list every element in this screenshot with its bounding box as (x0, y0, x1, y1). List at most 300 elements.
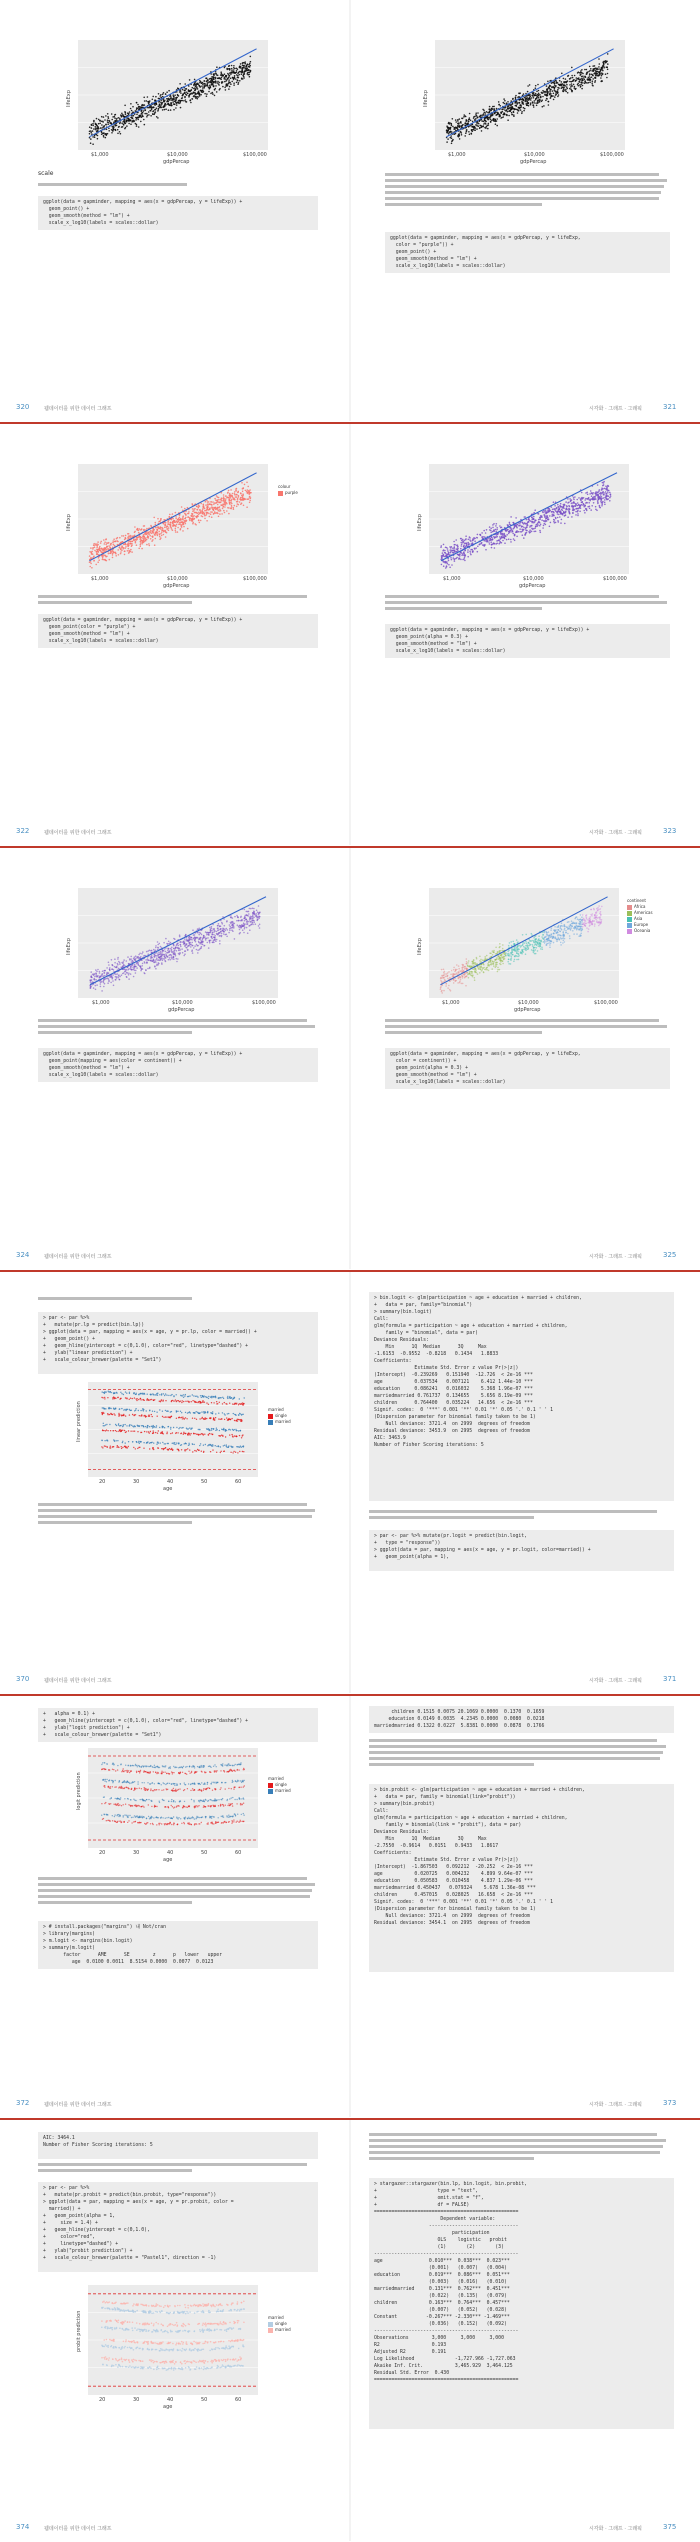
data-point (561, 519, 563, 521)
data-point (162, 949, 164, 951)
data-point (173, 520, 175, 522)
book-spread (0, 848, 700, 1269)
data-point (534, 527, 536, 529)
data-point (555, 94, 557, 96)
data-point (566, 81, 568, 83)
data-point (119, 131, 121, 133)
page-number: 325 (663, 1251, 677, 1259)
data-point (90, 138, 92, 140)
data-point (98, 119, 100, 121)
data-point (130, 117, 132, 119)
data-point (209, 78, 211, 80)
data-point (107, 119, 109, 121)
data-point (152, 99, 154, 101)
data-point (178, 103, 180, 105)
data-point (207, 505, 209, 507)
data-point (472, 131, 474, 133)
data-point (161, 535, 163, 537)
data-point (179, 952, 181, 954)
data-point (168, 109, 170, 111)
data-point (214, 937, 216, 939)
data-point (159, 956, 161, 958)
data-point (196, 96, 198, 98)
data-point (213, 934, 215, 936)
data-point (92, 553, 94, 555)
data-point (577, 72, 579, 74)
data-point (237, 75, 239, 77)
data-point (602, 65, 604, 67)
data-point (218, 77, 220, 79)
data-point (603, 492, 605, 494)
data-point (233, 65, 235, 67)
data-point (256, 920, 258, 922)
data-point (546, 85, 548, 87)
data-point (463, 541, 465, 543)
data-point (128, 551, 130, 553)
data-point (94, 550, 96, 552)
data-point (541, 519, 543, 521)
data-point (249, 916, 251, 918)
code-line: scale_x_log10(labels = scales::dollar) (43, 1073, 159, 1078)
data-point (89, 131, 91, 133)
data-point (243, 505, 245, 507)
data-point (522, 102, 524, 104)
data-point (209, 516, 211, 518)
data-point (571, 85, 573, 87)
data-point (213, 942, 215, 944)
data-point (163, 99, 165, 101)
data-point (213, 74, 215, 76)
data-point (111, 978, 113, 980)
data-point (506, 109, 508, 111)
data-point (528, 521, 530, 523)
data-point (188, 95, 190, 97)
data-point (228, 77, 230, 79)
data-point (158, 106, 160, 108)
data-point (234, 498, 236, 500)
data-point (160, 533, 162, 535)
data-point (592, 71, 594, 73)
data-point (485, 117, 487, 119)
data-point (175, 531, 177, 533)
data-point (192, 513, 194, 515)
data-point (601, 499, 603, 501)
data-point (236, 506, 238, 508)
data-point (234, 75, 236, 77)
data-point (246, 919, 248, 921)
data-point (179, 934, 181, 936)
data-point (211, 938, 213, 940)
data-point (138, 954, 140, 956)
data-point (124, 111, 126, 113)
data-point (451, 137, 453, 139)
data-point (117, 129, 119, 131)
data-point (572, 506, 574, 508)
data-point (240, 67, 242, 69)
data-point (196, 93, 198, 95)
data-point (185, 101, 187, 103)
data-point (97, 541, 99, 543)
data-point (506, 102, 508, 104)
data-point (180, 528, 182, 530)
code-line: ggplot(data = gapminder, mapping = aes(x = gdpPercap, y = lifeExp, (390, 236, 581, 241)
data-point (130, 123, 132, 125)
data-point (123, 121, 125, 123)
data-point (534, 95, 536, 97)
data-point (578, 78, 580, 80)
data-point (473, 116, 475, 118)
data-point (519, 92, 521, 94)
data-point (118, 977, 120, 979)
data-point (463, 116, 465, 118)
data-point (607, 63, 609, 65)
data-point (106, 135, 108, 137)
data-point (585, 492, 587, 494)
data-point (523, 107, 525, 109)
data-point (459, 138, 461, 140)
data-point (590, 68, 592, 70)
data-point (143, 536, 145, 538)
data-point (180, 949, 182, 951)
data-point (465, 539, 467, 541)
x-tick-label: $1,000 (92, 1000, 110, 1006)
data-point (586, 502, 588, 504)
data-point (117, 549, 119, 551)
data-point (510, 530, 512, 532)
data-point (238, 495, 240, 497)
data-point (92, 136, 94, 138)
data-point (244, 917, 246, 919)
data-point (143, 119, 145, 121)
data-point (195, 941, 197, 943)
data-point (151, 950, 153, 952)
data-point (179, 519, 181, 521)
data-point (166, 528, 168, 530)
data-point (535, 524, 537, 526)
data-point (252, 912, 254, 914)
data-point (149, 545, 151, 547)
data-point (159, 953, 161, 955)
data-point (524, 108, 526, 110)
data-point (609, 497, 611, 499)
data-point (137, 528, 139, 530)
data-point (461, 540, 463, 542)
data-point (155, 109, 157, 111)
data-point (593, 499, 595, 501)
left-page (8, 424, 343, 845)
data-point (221, 935, 223, 937)
data-point (475, 112, 477, 114)
data-point (119, 537, 121, 539)
data-point (173, 958, 175, 960)
data-point (168, 527, 170, 529)
data-point (599, 505, 601, 507)
data-point (155, 527, 157, 529)
data-point (217, 499, 219, 501)
text-line (38, 1031, 192, 1034)
data-point (249, 908, 251, 910)
data-point (234, 73, 236, 75)
data-point (454, 560, 456, 562)
data-point (553, 87, 555, 89)
data-point (123, 124, 125, 126)
data-point (554, 522, 556, 524)
data-point (602, 492, 604, 494)
data-point (196, 86, 198, 88)
data-point (149, 950, 151, 952)
data-point (533, 106, 535, 108)
data-point (589, 500, 591, 502)
data-point (217, 509, 219, 511)
data-point (499, 116, 501, 118)
data-point (161, 531, 163, 533)
data-point (113, 129, 115, 131)
data-point (215, 80, 217, 82)
data-point (531, 517, 533, 519)
data-point (201, 510, 203, 512)
data-point (570, 500, 572, 502)
data-point (212, 93, 214, 95)
data-point (148, 959, 150, 961)
data-point (153, 956, 155, 958)
data-point (194, 92, 196, 94)
data-point (579, 81, 581, 83)
data-point (107, 121, 109, 123)
data-point (574, 75, 576, 77)
data-point (501, 533, 503, 535)
data-point (523, 100, 525, 102)
data-point (472, 126, 474, 128)
data-point (173, 956, 175, 958)
data-point (126, 125, 128, 127)
data-point (107, 116, 109, 118)
data-point (96, 971, 98, 973)
data-point (567, 92, 569, 94)
data-point (150, 959, 152, 961)
data-point (154, 534, 156, 536)
data-point (172, 529, 174, 531)
data-point (581, 502, 583, 504)
data-point (448, 564, 450, 566)
data-point (446, 141, 448, 143)
data-point (489, 117, 491, 119)
data-point (590, 490, 592, 492)
data-point (228, 497, 230, 499)
data-point (254, 913, 256, 915)
data-point (217, 501, 219, 503)
data-point (450, 127, 452, 129)
data-point (545, 513, 547, 515)
data-point (464, 560, 466, 562)
data-point (571, 67, 573, 69)
data-point (569, 498, 571, 500)
data-point (110, 544, 112, 546)
data-point (124, 119, 126, 121)
data-point (188, 940, 190, 942)
data-point (90, 551, 92, 553)
x-axis-label: gdpPercap (163, 583, 190, 589)
data-point (118, 975, 120, 977)
data-point (537, 524, 539, 526)
data-point (482, 544, 484, 546)
data-point (449, 128, 451, 130)
data-point (176, 958, 178, 960)
data-point (601, 505, 603, 507)
data-point (565, 501, 567, 503)
data-point (596, 75, 598, 77)
data-point (158, 521, 160, 523)
data-point (156, 534, 158, 536)
data-point (169, 95, 171, 97)
data-point (234, 923, 236, 925)
data-point (219, 513, 221, 515)
data-point (608, 498, 610, 500)
data-point (166, 525, 168, 527)
data-point (252, 924, 254, 926)
page-number: 321 (663, 403, 677, 411)
trend-line (89, 49, 256, 137)
data-point (124, 551, 126, 553)
data-point (589, 77, 591, 79)
data-point (179, 936, 181, 938)
data-point (245, 915, 247, 917)
data-point (119, 962, 121, 964)
data-point (551, 95, 553, 97)
data-point (449, 132, 451, 134)
data-point (187, 507, 189, 509)
data-point (165, 953, 167, 955)
data-point (226, 79, 228, 81)
page-number: 322 (16, 827, 30, 835)
data-point (461, 545, 463, 547)
data-point (519, 102, 521, 104)
data-point (130, 966, 132, 968)
data-point (89, 133, 91, 135)
data-point (592, 65, 594, 67)
data-point (507, 108, 509, 110)
data-point (225, 500, 227, 502)
data-point (194, 523, 196, 525)
data-point (127, 956, 129, 958)
data-point (595, 509, 597, 511)
data-point (507, 101, 509, 103)
data-point (128, 968, 130, 970)
data-point (188, 511, 190, 513)
data-point (506, 530, 508, 532)
data-point (520, 105, 522, 107)
data-point (569, 84, 571, 86)
data-point (147, 953, 149, 955)
data-point (195, 89, 197, 91)
data-point (529, 94, 531, 96)
data-point (110, 547, 112, 549)
data-point (544, 523, 546, 525)
data-point (237, 79, 239, 81)
data-point (500, 105, 502, 107)
data-point (96, 551, 98, 553)
data-point (490, 541, 492, 543)
data-point (565, 91, 567, 93)
data-point (122, 114, 124, 116)
data-point (600, 492, 602, 494)
data-point (530, 102, 532, 104)
data-point (444, 550, 446, 552)
data-point (220, 510, 222, 512)
data-point (493, 120, 495, 122)
data-point (205, 501, 207, 503)
data-point (458, 123, 460, 125)
data-point (203, 86, 205, 88)
data-point (198, 520, 200, 522)
data-point (111, 132, 113, 134)
data-point (136, 114, 138, 116)
data-point (478, 123, 480, 125)
data-point (114, 117, 116, 119)
data-point (116, 977, 118, 979)
data-point (525, 96, 527, 98)
data-point (538, 97, 540, 99)
data-point (171, 528, 173, 530)
data-point (182, 516, 184, 518)
data-point (144, 973, 146, 975)
data-point (586, 72, 588, 74)
data-point (168, 529, 170, 531)
data-point (553, 514, 555, 516)
data-point (132, 106, 134, 108)
data-point (249, 70, 251, 72)
data-point (522, 534, 524, 536)
data-point (89, 555, 91, 557)
text-line (38, 595, 307, 598)
data-point (580, 73, 582, 75)
data-point (532, 102, 534, 104)
data-point (199, 505, 201, 507)
data-point (158, 533, 160, 535)
data-point (547, 509, 549, 511)
data-point (511, 106, 513, 108)
data-point (99, 546, 101, 548)
data-point (607, 490, 609, 492)
data-point (170, 942, 172, 944)
data-point (153, 949, 155, 951)
data-point (113, 125, 115, 127)
y-axis-label: lifeExp (423, 90, 429, 107)
data-point (206, 95, 208, 97)
data-point (533, 516, 535, 518)
data-point (586, 69, 588, 71)
plot-canvas (78, 40, 268, 150)
data-point (451, 125, 453, 127)
data-point (103, 125, 105, 127)
data-point (513, 538, 515, 540)
data-point (476, 123, 478, 125)
data-point (222, 928, 224, 930)
data-point (473, 537, 475, 539)
data-point (233, 508, 235, 510)
data-point (573, 933, 575, 935)
data-point (507, 111, 509, 113)
data-point (244, 66, 246, 68)
data-point (248, 913, 250, 915)
data-point (115, 555, 117, 557)
data-point (509, 523, 511, 525)
data-point (162, 960, 164, 962)
data-point (249, 493, 251, 495)
data-point (549, 85, 551, 87)
data-point (575, 503, 577, 505)
data-point (125, 974, 127, 976)
data-point (228, 507, 230, 509)
